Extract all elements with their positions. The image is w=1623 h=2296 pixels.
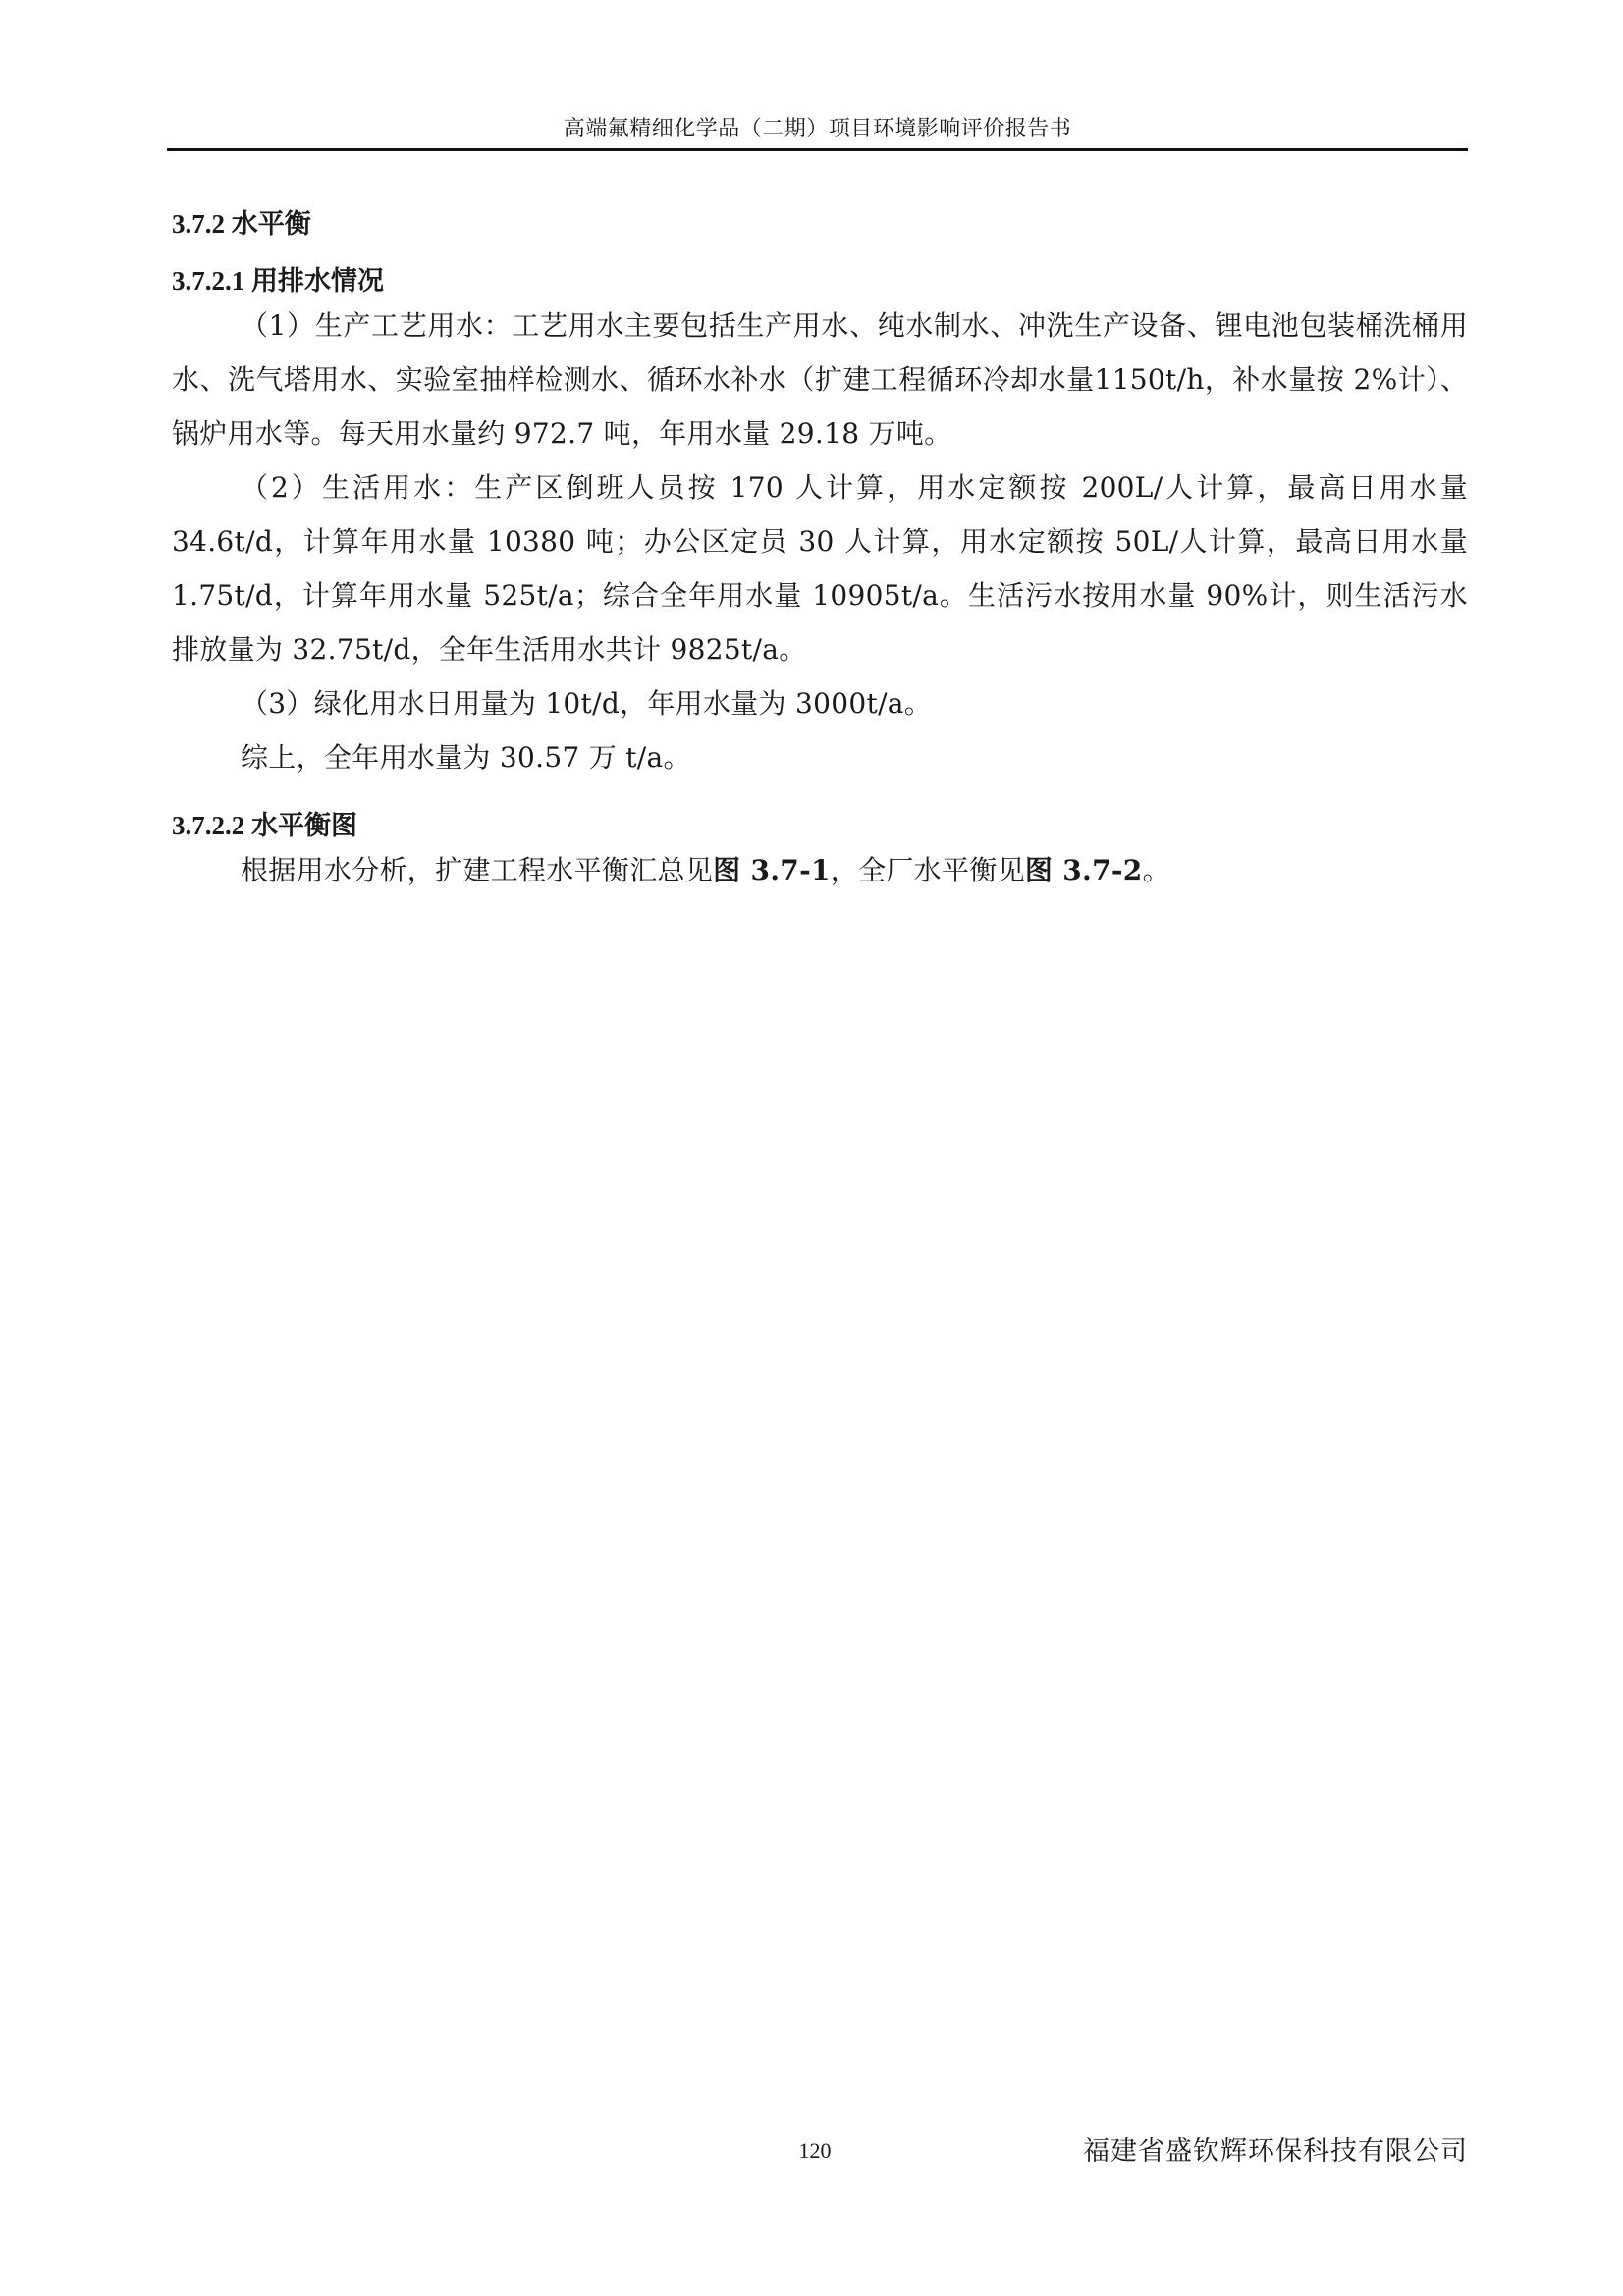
subsection-heading-water-balance-diagram: 3.7.2.2 水平衡图	[172, 811, 357, 840]
document-body	[172, 206, 1468, 897]
paragraph-process-water: （1）生产工艺用水：工艺用水主要包括生产用水、纯水制水、冲洗生产设备、锂电池包装桶洗桶用水、洗气塔用水、实验室抽样检测水、循环水补水（扩建工程循环冷却水量1150t/h，补水量按 2%计）、锅炉用水等。每天用水量约 972.7 吨，年用水量 29.18 万吨。	[172, 309, 1468, 450]
figure-ref-link-1[interactable]: 图 3.7-1	[713, 854, 831, 886]
paragraph-domestic-water: （2）生活用水：生产区倒班人员按 170 人计算，用水定额按 200L/人计算，最高日用水量 34.6t/d，计算年用水量 10380 吨；办公区定员 30 人计算，用水定额按 50L/人计算，最高日用水量 1.75t/d，计算年用水量 525t/a；综合全年用水量 10905t/a。生活污水按用水量 90%计，则生活污水排放量为 32.75t/d，全年生活用水共计 9825t/a。	[172, 471, 1468, 666]
figure-ref-link-2[interactable]: 图 3.7-2	[1024, 854, 1143, 886]
paragraph-summary: 综上，全年用水量为 30.57 万 t/a。	[241, 741, 691, 774]
page-header-title: 高端氟精细化学品（二期）项目环境影响评价报告书	[563, 117, 1072, 141]
paragraph-greening-water: （3）绿化用水日用量为 10t/d，年用水量为 3000t/a。	[241, 687, 933, 720]
page-number: 120	[798, 2138, 832, 2163]
subsection-heading-water-use: 3.7.2.1 用排水情况	[172, 266, 384, 295]
figure-ref-text-middle: ，全厂水平衡见	[830, 854, 1025, 886]
paragraph-figure-reference	[172, 843, 1468, 897]
figure-ref-text-after: 。	[1142, 854, 1170, 886]
footer-company-name: 福建省盛钦辉环保科技有限公司	[1083, 2136, 1468, 2166]
header-divider	[167, 148, 1468, 151]
section-heading: 3.7.2 水平衡	[172, 209, 311, 239]
figure-ref-text-before: 根据用水分析，扩建工程水平衡汇总见	[241, 854, 714, 886]
